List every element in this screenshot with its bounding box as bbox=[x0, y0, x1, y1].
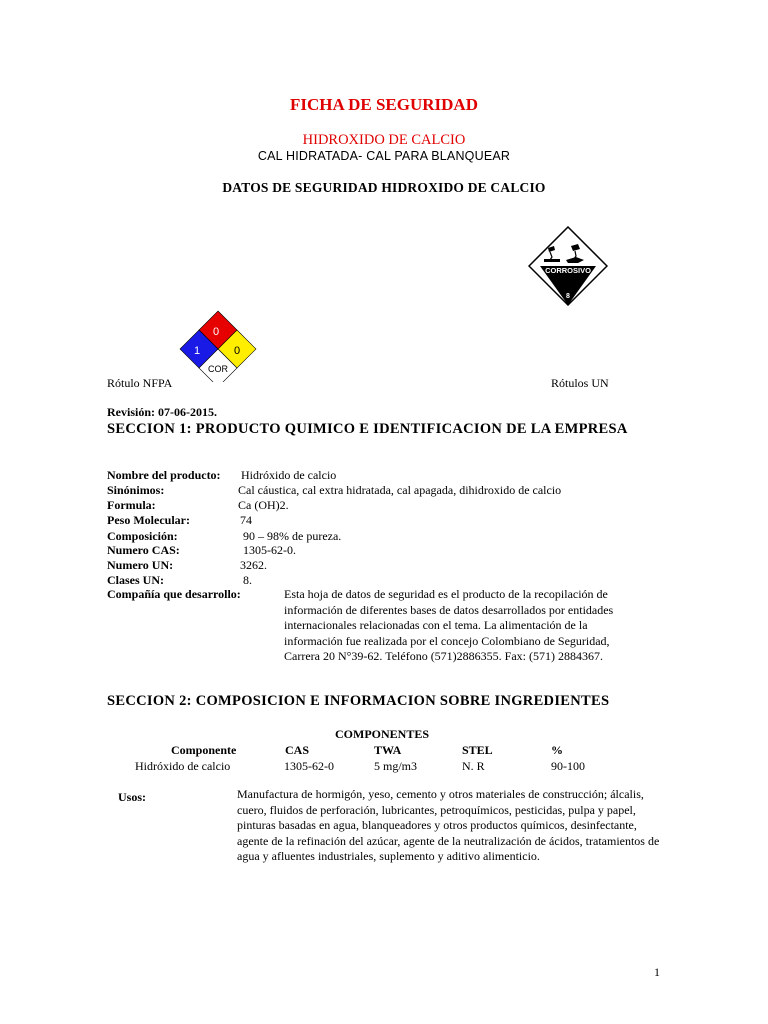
table-cell-component: Hidróxido de calcio bbox=[135, 759, 231, 773]
field-label-composition: Composición: bbox=[107, 529, 178, 543]
field-label-cas-number: Numero CAS: bbox=[107, 543, 180, 557]
nfpa-special-value: COR bbox=[208, 364, 228, 374]
field-value-composition: 90 – 98% de pureza. bbox=[243, 529, 342, 543]
section1-title: SECCION 1: PRODUCTO QUIMICO E IDENTIFICACION DE LA EMPRESA bbox=[107, 421, 628, 437]
un-corrosive-placard bbox=[528, 226, 608, 306]
table-cell-twa: 5 mg/m3 bbox=[374, 759, 418, 773]
field-value-un-class: 8. bbox=[243, 573, 252, 587]
components-table-title: COMPONENTES bbox=[335, 727, 430, 741]
company-line: Esta hoja de datos de seguridad es el producto de la recopilación de bbox=[284, 587, 608, 601]
table-cell-stel: N. R bbox=[462, 759, 485, 773]
uses-label: Usos: bbox=[118, 790, 147, 804]
un-caption: Rótulos UN bbox=[551, 376, 609, 390]
column-header-percent: % bbox=[551, 743, 563, 757]
column-header-cas: CAS bbox=[285, 743, 310, 757]
revision-date: Revisión: 07-06-2015. bbox=[107, 405, 217, 419]
company-line: Carrera 20 N°39-62. Teléfono (571)2886355. Fax: (571) 2884367. bbox=[284, 649, 604, 663]
field-label-un-number: Numero UN: bbox=[107, 558, 174, 572]
product-title: HIDROXIDO DE CALCIO bbox=[302, 132, 466, 148]
field-label-company: Compañía que desarrollo: bbox=[107, 587, 241, 601]
placard-band-text: CORROSIVO bbox=[545, 266, 591, 275]
table-cell-cas: 1305-62-0 bbox=[284, 759, 334, 773]
product-synonyms-line: CAL HIDRATADA- CAL PARA BLANQUEAR bbox=[257, 149, 511, 163]
nfpa-caption: Rótulo NFPA bbox=[107, 376, 173, 390]
nfpa-flammability-value: 0 bbox=[212, 326, 220, 338]
nfpa-reactivity-value: 0 bbox=[233, 345, 241, 357]
field-label-formula: Formula: bbox=[107, 498, 156, 512]
company-description bbox=[284, 587, 613, 665]
document-title: FICHA DE SEGURIDAD bbox=[290, 95, 478, 114]
field-value-product-name: Hidróxido de calcio bbox=[241, 468, 337, 482]
section2-title: SECCION 2: COMPOSICION E INFORMACION SOBRE INGREDIENTES bbox=[107, 693, 610, 709]
field-label-synonyms: Sinónimos: bbox=[107, 483, 165, 497]
nfpa-diamond bbox=[176, 310, 260, 382]
table-cell-percent: 90-100 bbox=[551, 759, 585, 773]
column-header-stel: STEL bbox=[462, 743, 493, 757]
column-header-component: Componente bbox=[171, 743, 237, 757]
company-line: internacionales relacionadas con el tema. La alimentación de la bbox=[284, 618, 588, 632]
company-line: información fue realizada por el concejo Colombiano de Seguridad, bbox=[284, 633, 610, 648]
field-label-molecular-weight: Peso Molecular: bbox=[107, 513, 190, 527]
safety-data-heading: DATOS DE SEGURIDAD HIDROXIDO DE CALCIO bbox=[222, 180, 546, 195]
field-value-molecular-weight: 74 bbox=[240, 513, 252, 527]
field-value-cas-number: 1305-62-0. bbox=[243, 543, 296, 557]
company-line: información de diferentes bases de datos desarrollados por entidades bbox=[284, 602, 614, 617]
column-header-twa: TWA bbox=[374, 743, 402, 757]
field-value-formula: Ca (OH)2. bbox=[238, 498, 289, 512]
page-number: 1 bbox=[654, 965, 660, 979]
uses-text: Manufactura de hormigón, yeso, cemento y otros materiales de construcción; álcalis, cuero, fluidos de perforación, lubricantes, petroquímicos, pesticidas, pulpa y papel, pinturas basadas en agua, blanqueadores y otros productos químicos, desinfectante, agente de la refinación del azúcar, agente de la neutralización de ácidos, tratamientos de agua y afluentes industriales, suplemento y aditivo alimenticio. bbox=[237, 787, 660, 863]
nfpa-health-value: 1 bbox=[193, 345, 201, 357]
field-label-product-name: Nombre del producto: bbox=[107, 468, 221, 482]
placard-class-number: 8 bbox=[566, 293, 570, 300]
field-label-un-class: Clases UN: bbox=[107, 573, 164, 587]
field-value-synonyms: Cal cáustica, cal extra hidratada, cal apagada, dihidroxido de calcio bbox=[238, 483, 562, 497]
field-value-un-number: 3262. bbox=[240, 558, 267, 572]
